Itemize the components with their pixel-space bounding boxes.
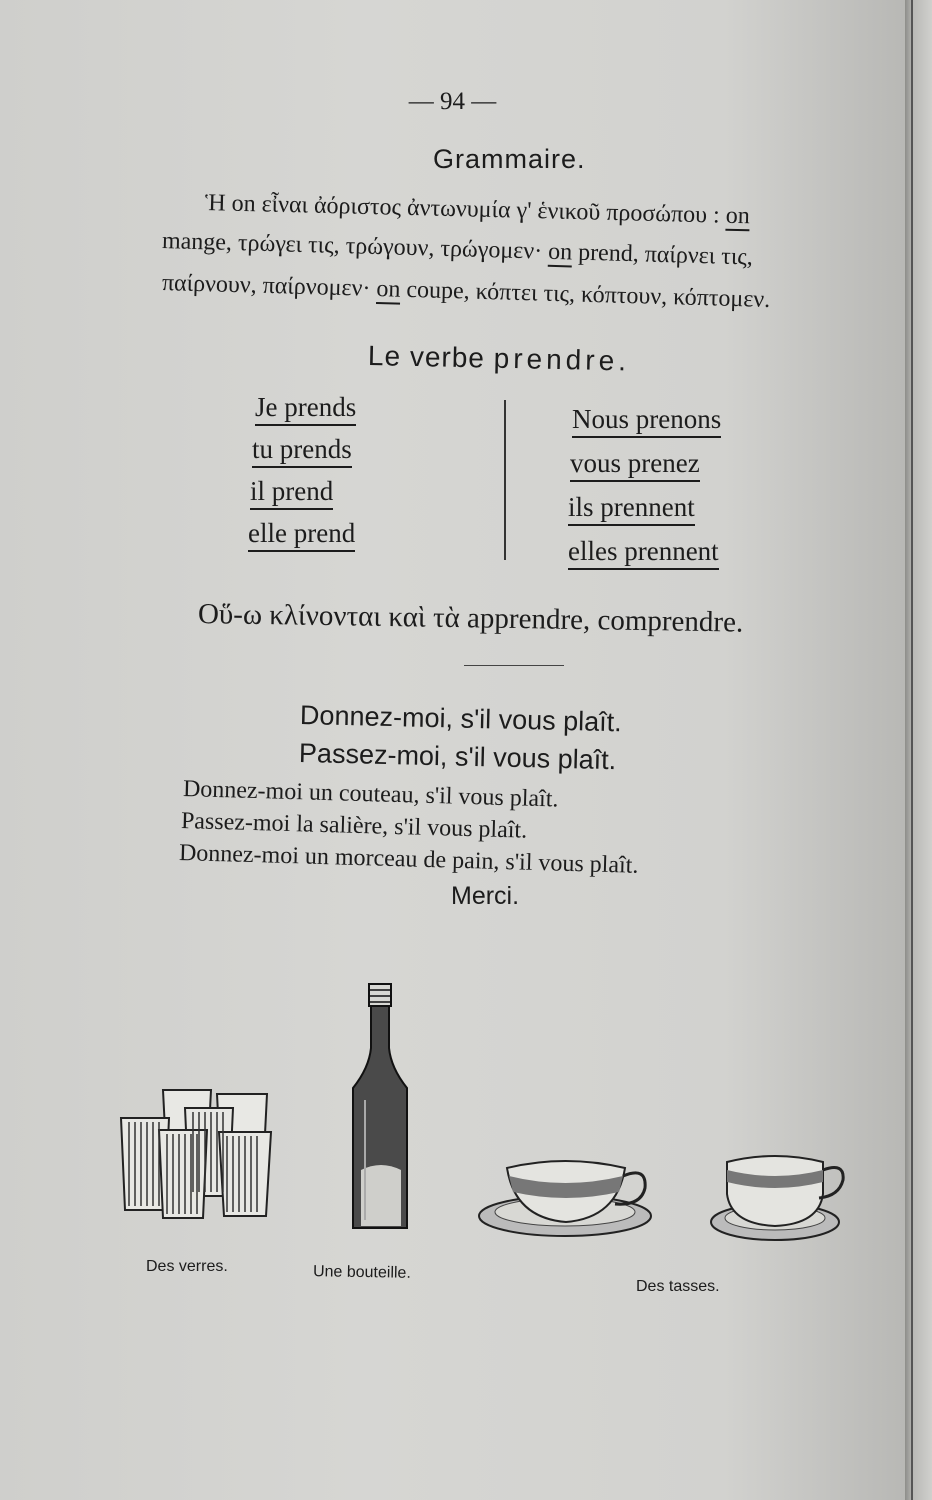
page-edge bbox=[905, 0, 932, 1500]
grammar-line-1-text: Ἡ on εἶναι ἀόριστος ἀντωνυμία γ' ἑνικοῦ προσώπου : bbox=[204, 190, 727, 229]
conj-tu: tu prends bbox=[252, 434, 352, 468]
grammar-line-3-text-b: coupe, κόπτει τις, κόπτουν, κόπτομεν. bbox=[400, 276, 771, 313]
conj-elle: elle prend bbox=[248, 518, 355, 552]
verb-title-prefix: Le verbe bbox=[367, 340, 495, 374]
phrase-heading-1: Donnez-moi, s'il vous plaît. bbox=[299, 700, 623, 738]
conj-nous: Nous prenons bbox=[572, 404, 721, 438]
conj-il: il prend bbox=[250, 476, 333, 510]
grammar-line-2-text-a: mange, τρώγει τις, τρώγουν, τρώγομεν· bbox=[161, 228, 549, 265]
phrase-sentence-2: Passez-moi la salière, s'il vous plaît. bbox=[180, 808, 528, 844]
grammar-line-2-text-b: prend, παίρνει τις, bbox=[571, 239, 754, 271]
page-number: — 94 — bbox=[408, 88, 497, 115]
bottle-illustration bbox=[345, 980, 415, 1235]
conjugation-divider bbox=[504, 400, 506, 560]
glasses-illustration bbox=[115, 1080, 285, 1225]
caption-bouteille: Une bouteille. bbox=[312, 1263, 411, 1282]
conj-elles: elles prennent bbox=[568, 536, 719, 570]
conj-je: Je prends bbox=[255, 392, 356, 426]
verb-title bbox=[368, 340, 631, 377]
grammar-on-1: on bbox=[725, 202, 751, 230]
caption-verres: Des verres. bbox=[146, 1258, 228, 1275]
grammar-on-3: on bbox=[376, 275, 401, 303]
phrase-sentence-1: Donnez-moi un couteau, s'il vous plaît. bbox=[182, 776, 559, 813]
verb-title-verb: prendre. bbox=[493, 342, 631, 377]
conj-vous: vous prenez bbox=[570, 448, 700, 482]
merci: Merci. bbox=[451, 882, 520, 910]
section-separator bbox=[464, 665, 564, 666]
cups-illustration bbox=[475, 1148, 845, 1248]
grammar-on-2: on bbox=[547, 238, 573, 266]
grammar-title: Grammaire. bbox=[433, 144, 586, 174]
conjugation-note: Οὕ-ω κλίνονται καὶ τὰ apprendre, comprendre. bbox=[197, 598, 744, 639]
grammar-line-3-text-a: παίρνουν, παίρνομεν· bbox=[161, 270, 377, 302]
conj-ils: ils prennent bbox=[568, 492, 695, 526]
phrase-heading-2: Passez-moi, s'il vous plaît. bbox=[298, 738, 617, 776]
caption-tasses: Des tasses. bbox=[636, 1278, 720, 1295]
phrase-sentence-3: Donnez-moi un morceau de pain, s'il vous plaît. bbox=[178, 840, 639, 879]
